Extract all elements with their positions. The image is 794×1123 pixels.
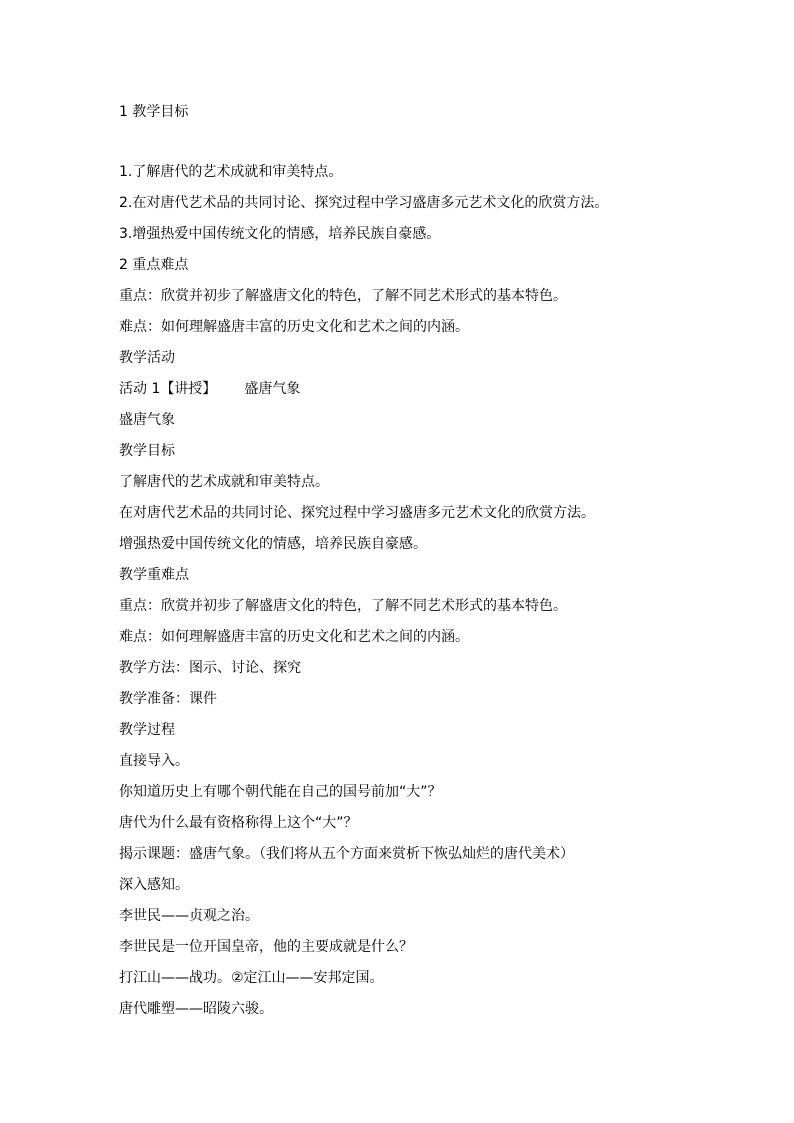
process-step: 李世民——贞观之治。	[119, 908, 259, 924]
process-step: 唐代雕塑——昭陵六骏。	[119, 1001, 273, 1017]
process-step: 直接导入。	[119, 753, 189, 769]
lesson-difficulty: 难点：如何理解盛唐丰富的历史文化和艺术之间的内涵。	[119, 629, 469, 645]
section-heading-activities: 教学活动	[119, 350, 175, 366]
process-step: 打江山——战功。②定江山——安邦定国。	[119, 970, 384, 986]
goal-item: 1.了解唐代的艺术成就和审美特点。	[119, 164, 343, 180]
activity-1-line	[119, 379, 719, 399]
lesson-goal-item: 了解唐代的艺术成就和审美特点。	[119, 474, 329, 490]
goal-item: 2.在对唐代艺术品的共同讨论、探究过程中学习盛唐多元艺术文化的欣赏方法。	[119, 195, 609, 211]
goal-item: 3.增强热爱中国传统文化的情感，培养民族自豪感。	[119, 226, 441, 242]
lesson-title: 盛唐气象	[119, 412, 175, 428]
section-heading-key-difficulties: 2 重点难点	[119, 257, 189, 273]
section-heading-teaching-goals: 1 教学目标	[119, 104, 189, 120]
document-body	[119, 102, 719, 1019]
process-step: 深入感知。	[119, 877, 189, 893]
lesson-process-heading: 教学过程	[119, 722, 175, 738]
lesson-preparation: 教学准备：课件	[119, 691, 217, 707]
lesson-goal-item: 在对唐代艺术品的共同讨论、探究过程中学习盛唐多元艺术文化的欣赏方法。	[119, 505, 595, 521]
difficulty-text: 难点：如何理解盛唐丰富的历史文化和艺术之间的内涵。	[119, 319, 469, 335]
key-point-text: 重点：欣赏并初步了解盛唐文化的特色，了解不同艺术形式的基本特色。	[119, 288, 567, 304]
lesson-focus-heading: 教学重难点	[119, 567, 189, 583]
process-step: 你知道历史上有哪个朝代能在自己的国号前加“大”？	[119, 784, 442, 800]
process-step: 揭示课题：盛唐气象。（我们将从五个方面来赏析下恢弘灿烂的唐代美术）	[119, 846, 574, 862]
activity-1-label: 活动 1【讲授】	[119, 381, 217, 397]
lesson-method: 教学方法：图示、讨论、探究	[119, 660, 301, 676]
process-step: 李世民是一位开国皇帝，他的主要成就是什么？	[119, 939, 413, 955]
process-step: 唐代为什么最有资格称得上这个“大”？	[119, 815, 358, 831]
lesson-key-point: 重点：欣赏并初步了解盛唐文化的特色，了解不同艺术形式的基本特色。	[119, 598, 567, 614]
lesson-goals-heading: 教学目标	[119, 443, 175, 459]
activity-1-title: 盛唐气象	[244, 381, 301, 397]
lesson-goal-item: 增强热爱中国传统文化的情感，培养民族自豪感。	[119, 536, 427, 552]
